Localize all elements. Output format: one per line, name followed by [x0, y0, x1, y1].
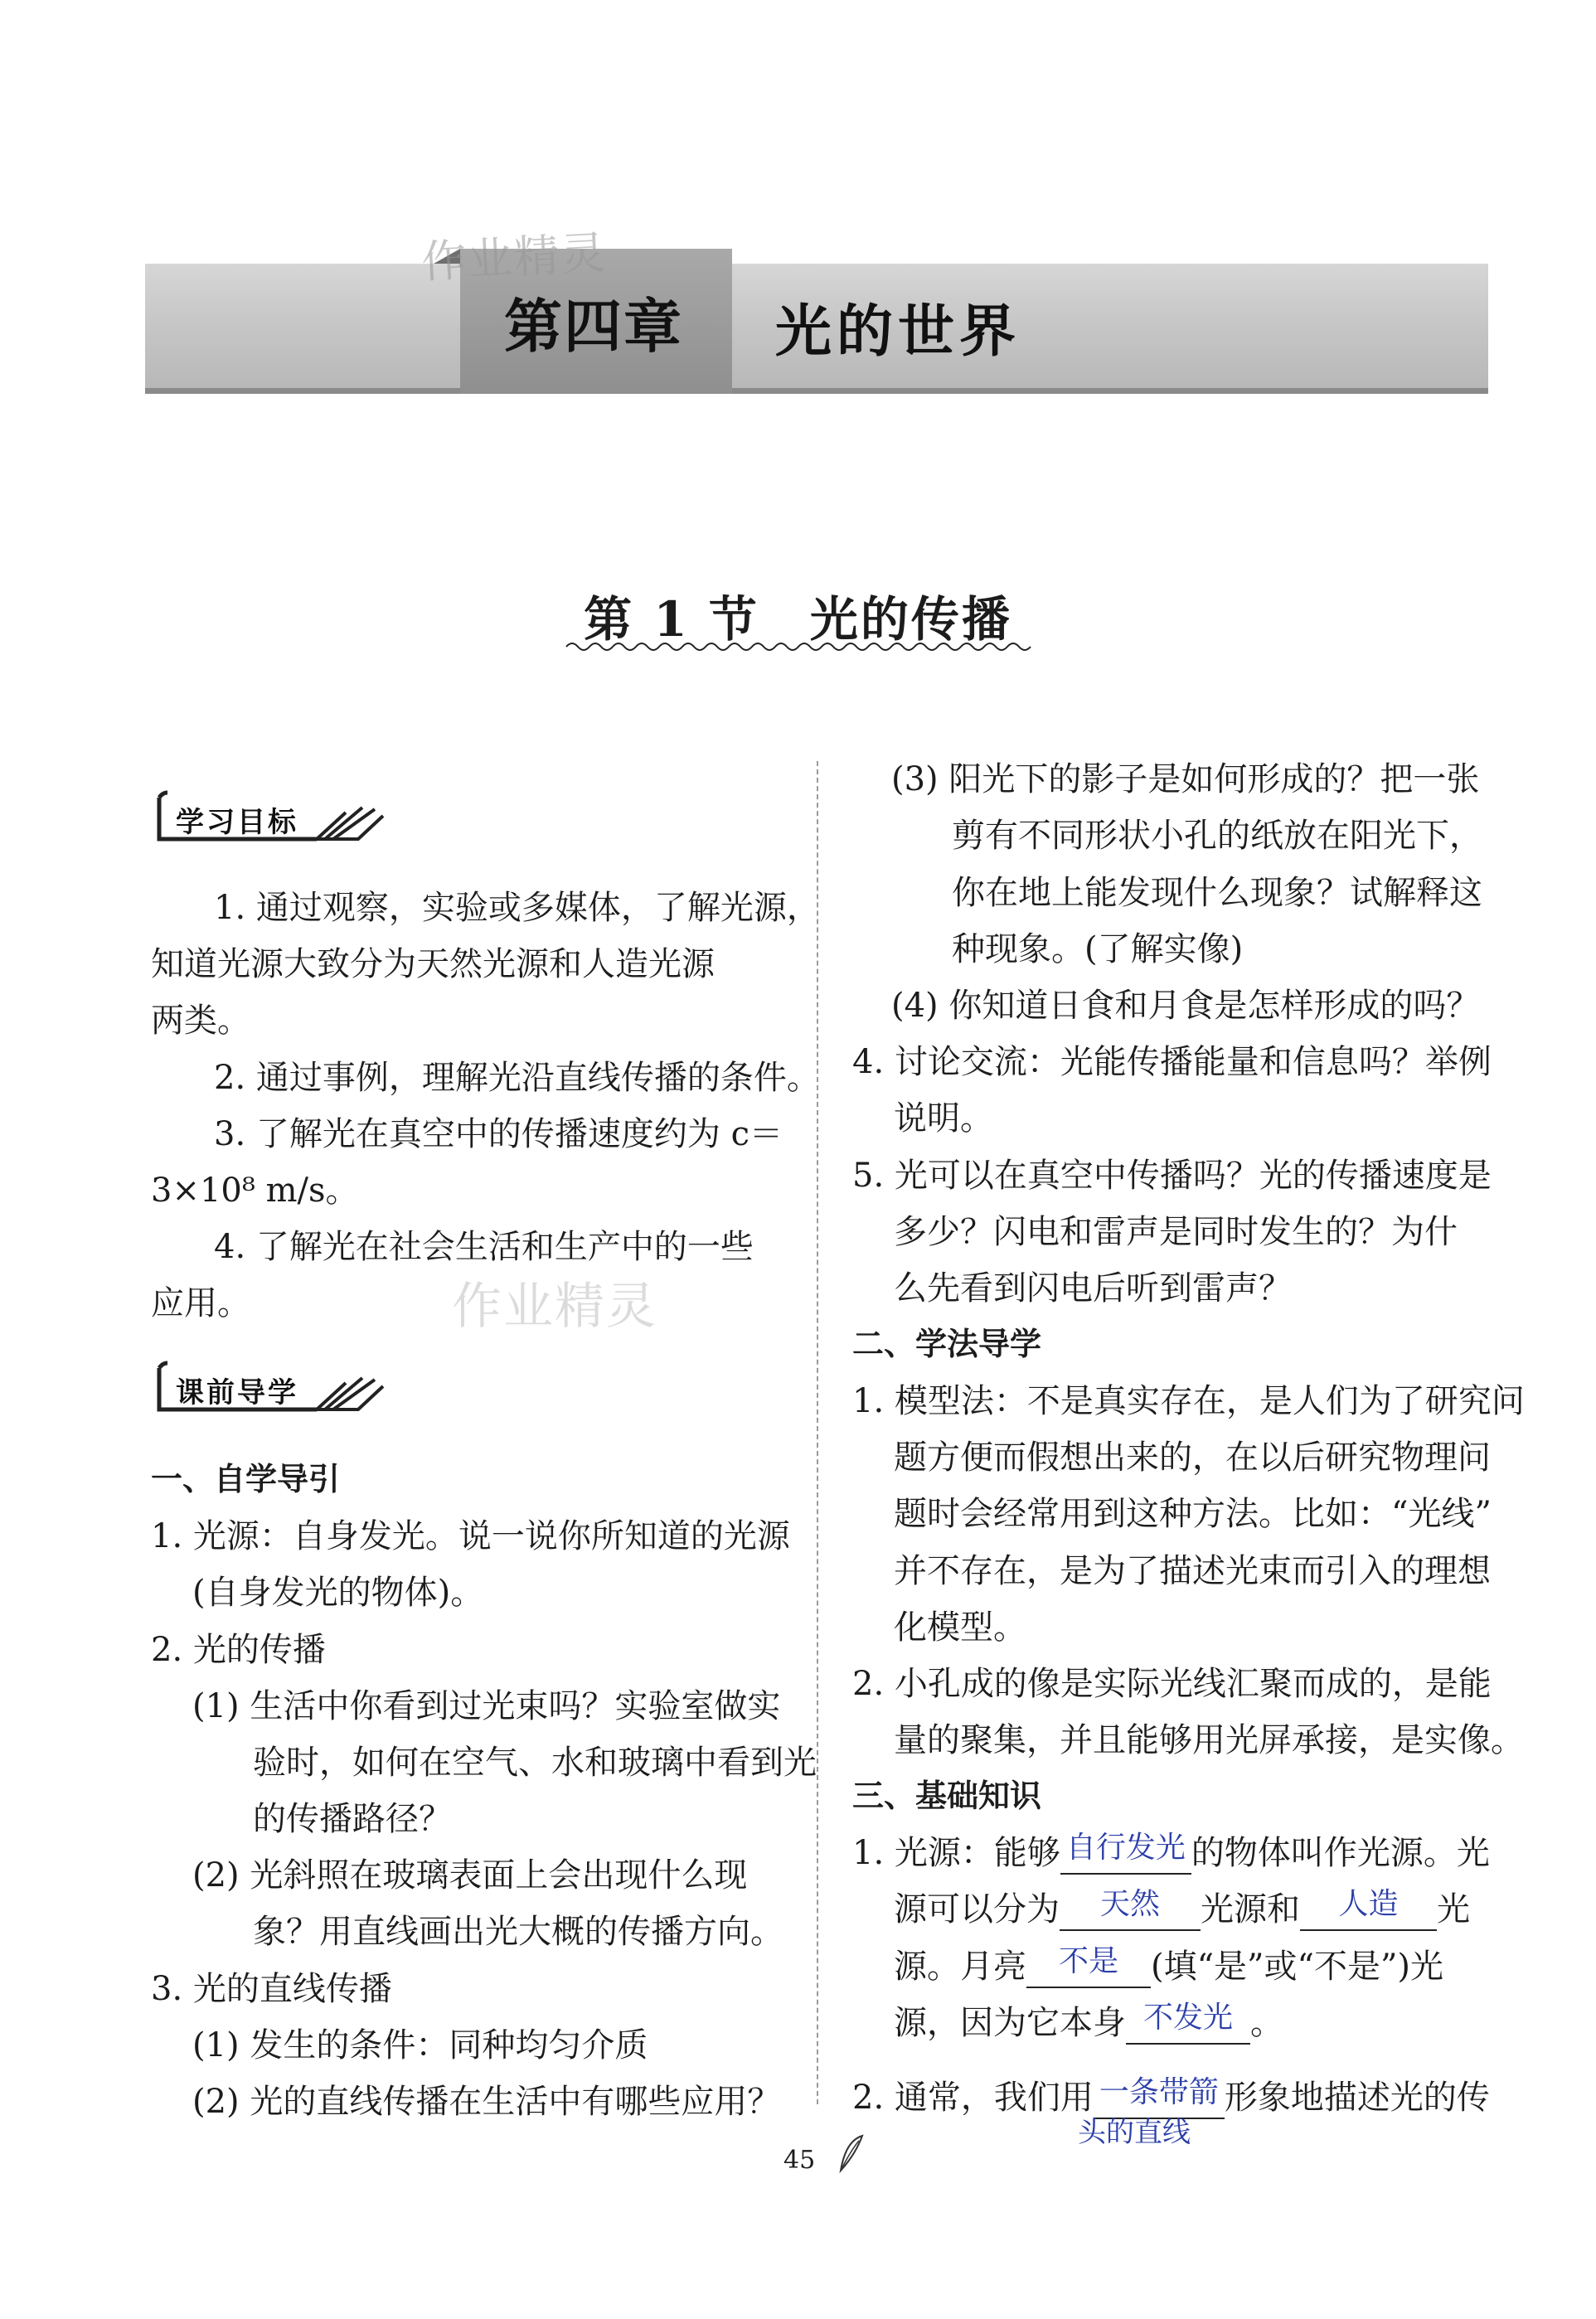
page-number: 45	[783, 2146, 816, 2175]
objective-line: 应用。	[151, 1284, 250, 1322]
text-line: (2) 光的直线传播在生活中有哪些应用？	[192, 2083, 781, 2121]
text-line: 验时，如何在空气、水和玻璃中看到光	[253, 1744, 817, 1782]
handwritten-answer: 自行发光	[1065, 1831, 1186, 1865]
watermark: 作业精灵	[452, 1278, 657, 1336]
text-line: 5. 光可以在真空中传播吗？光的传播速度是	[852, 1157, 1492, 1195]
text-line: (1) 发生的条件：同种均匀介质	[192, 2026, 648, 2064]
text-line: 么先看到闪电后听到雷声？	[894, 1269, 1292, 1307]
handwritten-answer: 头的直线	[1078, 2116, 1191, 2149]
text-line: (4) 你知道日食和月食是怎样形成的吗？	[891, 987, 1480, 1025]
objective-line: 3×10⁸ m/s。	[151, 1172, 359, 1210]
text-line: (3) 阳光下的影子是如何形成的？把一张	[891, 760, 1480, 798]
tag-objectives	[151, 789, 400, 847]
text-line: 2. 光的传播	[151, 1631, 326, 1669]
answer-blank	[1026, 1944, 1151, 1988]
text-line: 4. 讨论交流：光能传播能量和信息吗？举例	[852, 1043, 1492, 1081]
column-divider	[817, 761, 818, 2104]
objective-line: 两类。	[151, 1002, 250, 1040]
handwritten-answer: 不发光	[1142, 2001, 1233, 2035]
section-title: 第 1 节 光的传播	[584, 591, 1012, 648]
watermark: 作业精灵	[420, 226, 609, 289]
text-line: 你在地上能发现什么现象？试解释这	[952, 874, 1482, 912]
objective-line: 3. 了解光在真空中的传播速度约为 c＝	[214, 1115, 783, 1153]
text-line: (自身发光的物体)。	[192, 1574, 484, 1612]
subheading: 一、自学导引	[151, 1461, 341, 1497]
text-line: 2. 小孔成的像是实际光线汇聚而成的，是能	[852, 1665, 1492, 1703]
text-line: 剪有不同形状小孔的纸放在阳光下，	[952, 817, 1482, 855]
section-title-underline	[566, 640, 1031, 653]
answer-blank	[1126, 2001, 1250, 2045]
text-line: (2) 光斜照在玻璃表面上会出现什么现	[192, 1856, 748, 1894]
answer-blank	[1300, 1887, 1437, 1931]
basics-q1-line1: 1. 光源：能够 自行发光 的物体叫作光源。光	[852, 1836, 1490, 1875]
handwritten-answer: 不是	[1058, 1944, 1118, 1978]
basics-q2-line1: 2. 通常，我们用 一条带箭 形象地描述光的传	[852, 2081, 1490, 2119]
objective-line: 4. 了解光在社会生活和生产中的一些	[214, 1228, 754, 1266]
leaf-ornament-icon	[837, 2132, 866, 2174]
text-line: 的传播路径？	[253, 1800, 452, 1838]
objective-line: 1. 通过观察，实验或多媒体，了解光源，	[214, 889, 820, 927]
objective-line: 知道光源大致分为天然光源和人造光源	[151, 945, 715, 983]
text-line: 并不存在，是为了描述光束而引入的理想	[894, 1552, 1491, 1590]
chapter-title: 光的世界	[775, 299, 1021, 365]
basics-q1-line3: 源。月亮 不是 (填“是”或“不是”)光	[894, 1950, 1443, 1988]
chapter-number: 第四章	[504, 293, 683, 361]
text-line: 1. 模型法：不是真实存在，是人们为了研究问	[852, 1382, 1525, 1420]
text-line: 量的聚集，并且能够用光屏承接，是实像。	[894, 1721, 1524, 1759]
text-line: (1) 生活中你看到过光束吗？实验室做实	[192, 1687, 781, 1725]
text-line: 说明。	[894, 1099, 993, 1138]
tag-preview	[151, 1360, 400, 1418]
text-line: 1. 光源：自身发光。说一说你所知道的光源	[151, 1517, 790, 1555]
subheading: 三、基础知识	[852, 1778, 1042, 1814]
text-line: 种现象。(了解实像)	[952, 930, 1244, 968]
handwritten-answer: 天然	[1099, 1887, 1160, 1921]
text-line: 象？用直线画出光大概的传播方向。	[253, 1913, 783, 1951]
tag-preview-label: 课前导学	[176, 1376, 298, 1409]
subheading: 二、学法导学	[852, 1326, 1042, 1362]
text-line: 化模型。	[894, 1608, 1026, 1647]
basics-q1-line4: 源，因为它本身 不发光 。	[894, 2006, 1283, 2045]
tag-objectives-label: 学习目标	[176, 806, 298, 839]
answer-blank	[1060, 1887, 1201, 1931]
text-line: 3. 光的直线传播	[151, 1970, 392, 2008]
text-line: 题时会经常用到这种方法。比如：“光线”	[894, 1495, 1492, 1533]
basics-q1-line2: 源可以分为 天然 光源和 人造 光	[894, 1893, 1470, 1931]
objective-line: 2. 通过事例，理解光沿直线传播的条件。	[214, 1059, 820, 1097]
handwritten-answer: 人造	[1338, 1887, 1399, 1921]
text-line: 题方便而假想出来的，在以后研究物理问	[894, 1438, 1491, 1477]
handwritten-answer: 一条带箭	[1099, 2075, 1219, 2109]
text-line: 多少？闪电和雷声是同时发生的？为什	[894, 1213, 1458, 1251]
basics-q2-overflow	[1078, 2114, 1191, 2149]
answer-blank	[1060, 1831, 1191, 1875]
